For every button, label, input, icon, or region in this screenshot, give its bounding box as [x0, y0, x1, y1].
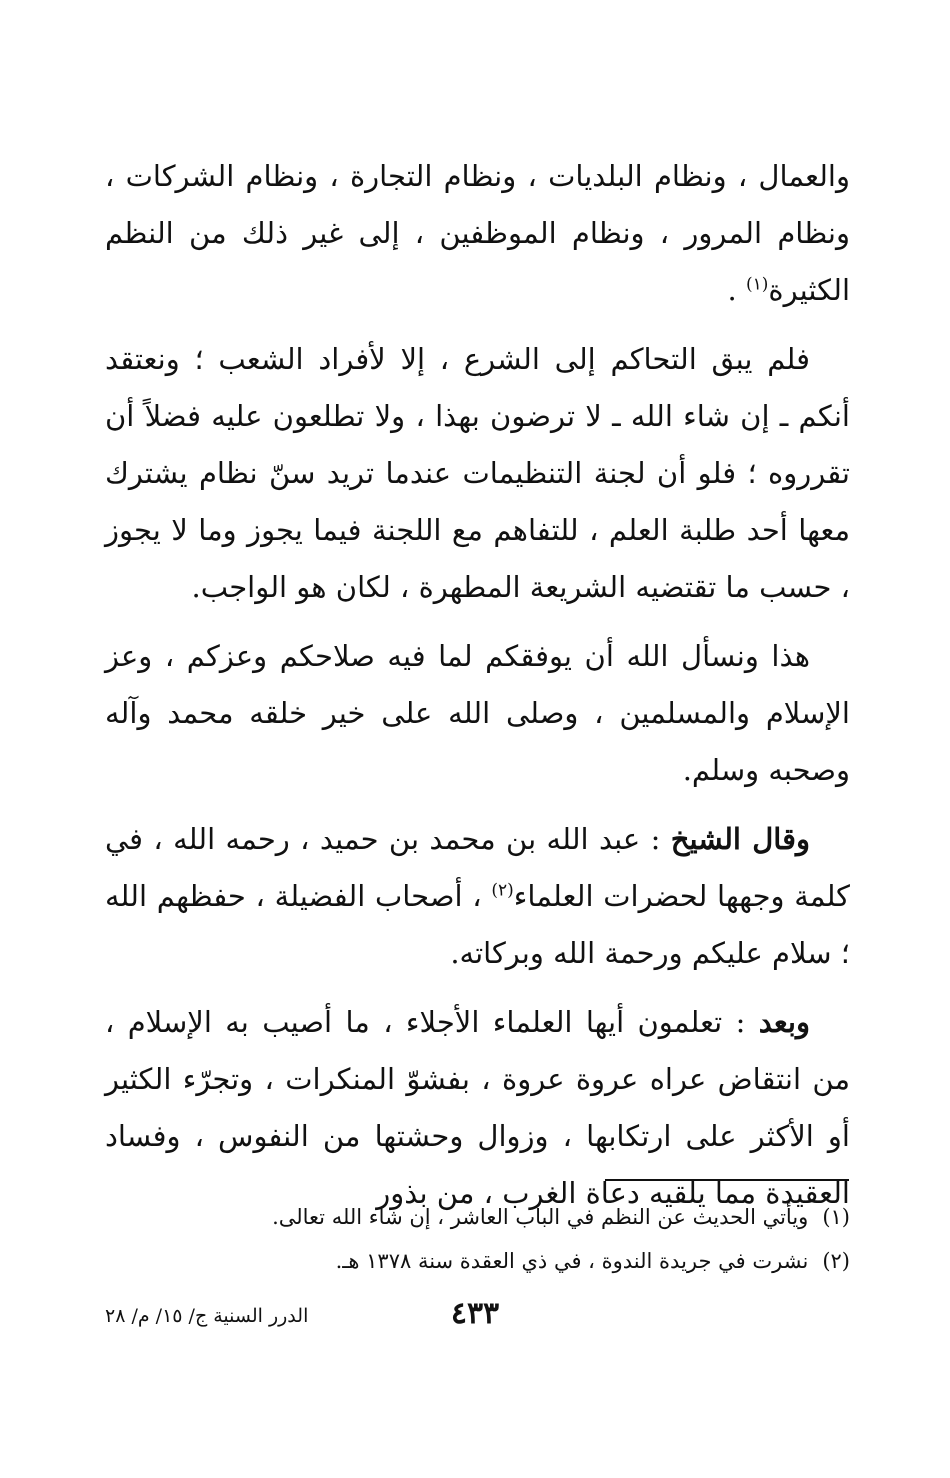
paragraph-1	[105, 148, 850, 319]
paragraph-4-lead: وقال الشيخ	[670, 822, 811, 856]
paragraph-1-text: والعمال ، ونظام البلديات ، ونظام التجارة ، ونظام الشركات ، ونظام المرور ، ونظام الموظفين ، إلى غير ذلك من النظم الكثيرة	[105, 159, 850, 307]
footnote-divider	[605, 1179, 849, 1181]
paragraph-5-lead: وبعد	[758, 1005, 810, 1039]
source-reference: الدرر السنية ج/ ١٥/ م/ ٢٨	[105, 1305, 309, 1327]
footnote-1	[105, 1195, 850, 1239]
paragraph-5	[105, 994, 850, 1222]
paragraph-3	[105, 628, 850, 799]
footnote-2	[105, 1239, 850, 1283]
footnote-1-text: ويأتي الحديث عن النظم في الباب العاشر ، إن شاء الله تعالى.	[272, 1205, 809, 1229]
paragraph-2	[105, 331, 850, 616]
paragraph-5-text: : تعلمون أيها العلماء الأجلاء ، ما أصيب به الإسلام ، من انتقاض عراه عروة عروة ، بفشوّ المنكرات ، وتجرّء الكثير أو الأكثر على ارتكابها ، وزوال وحشتها من النفوس ، وفساد العقيدة مما يلقيه دعاة الغرب ، من بذور	[105, 1005, 850, 1210]
footnote-1-number: (١)	[822, 1205, 850, 1229]
paragraph-4-text: : عبد الله بن محمد بن حميد ، رحمه الله ، في كلمة وجهها لحضرات العلماء	[105, 822, 850, 913]
footnote-2-number: (٢)	[822, 1249, 850, 1273]
paragraph-2-text: فلم يبق التحاكم إلى الشرع ، إلا لأفراد الشعب ؛ ونعتقد أنكم ـ إن شاء الله ـ لا ترضون بهذا ، ولا تطلعون عليه فضلاً أن تقرروه ؛ فلو أن لجنة التنظيمات عندما تريد سنّ نظام يشترك معها أحد طلبة العلم ، للتفاهم مع اللجنة فيما يجوز وما لا يجوز ، حسب ما تقتضيه الشريعة المطهرة ، لكان هو الواجب.	[105, 342, 850, 604]
footnote-ref-1: (١)	[745, 274, 769, 295]
main-text	[105, 148, 850, 1222]
footnotes	[105, 1195, 850, 1283]
footnote-ref-2: (٢)	[491, 880, 514, 901]
paragraph-4-end: ، أصحاب الفضيلة ، حفظهم الله ؛ سلام عليكم ورحمة الله وبركاته.	[105, 879, 850, 970]
paragraph-3-text: هذا ونسأل الله أن يوفقكم لما فيه صلاحكم وعزكم ، وعز الإسلام والمسلمين ، وصلى الله على خير خلقه محمد وآله وصحبه وسلم.	[105, 639, 850, 787]
paragraph-4	[105, 811, 850, 982]
footnote-2-text: نشرت في جريدة الندوة ، في ذي العقدة سنة ١٣٧٨ هـ.	[335, 1249, 809, 1273]
paragraph-1-end: .	[727, 273, 746, 307]
page-number: ٤٣٣	[450, 1296, 500, 1331]
